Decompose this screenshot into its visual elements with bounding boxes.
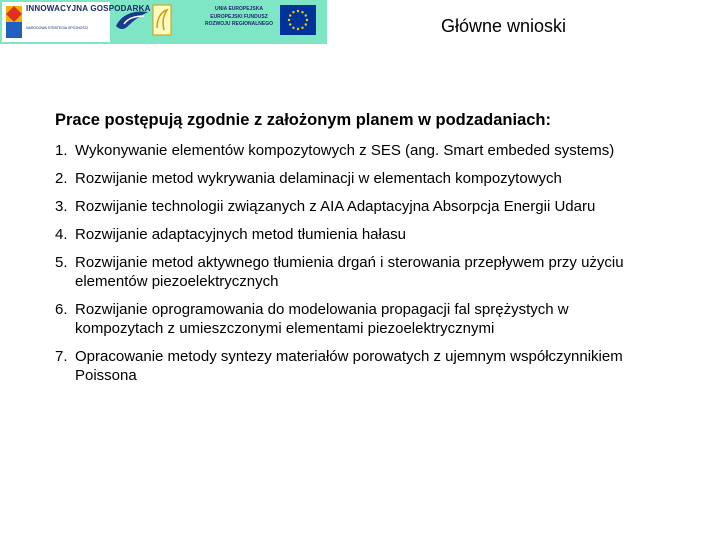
item-number: 4. xyxy=(55,226,68,243)
list-item xyxy=(55,225,655,244)
item-number: 6. xyxy=(55,301,68,318)
eu-flag-icon xyxy=(280,5,316,35)
eu-star-icon xyxy=(292,11,294,13)
item-number: 3. xyxy=(55,198,68,215)
task-list xyxy=(55,141,655,385)
item-text: Opracowanie metody syntezy materiałów porowatych z ujemnym współczynnikiem Poissona xyxy=(75,348,623,384)
eu-star-icon xyxy=(288,19,290,21)
item-number: 7. xyxy=(55,348,68,365)
item-number: 5. xyxy=(55,254,68,271)
eu-star-icon xyxy=(306,19,308,21)
item-text: Rozwijanie technologii związanych z AIA Adaptacyjna Absorpcja Energii Udaru xyxy=(75,198,596,215)
item-text: Wykonywanie elementów kompozytowych z SES (ang. Smart embeded systems) xyxy=(75,142,615,159)
item-text: Rozwijanie adaptacyjnych metod tłumienia hałasu xyxy=(75,226,407,243)
eu-star-icon xyxy=(301,11,303,13)
slide-title: Główne wnioski xyxy=(441,16,567,36)
item-number: 2. xyxy=(55,170,68,187)
logo-banner xyxy=(0,0,327,44)
item-number: 1. xyxy=(55,142,68,159)
eu-fund-text: UNIA EUROPEJSKA EUROPEJSKI FUNDUSZ ROZWOJU REGIONALNEGO xyxy=(204,6,274,27)
list-item xyxy=(55,197,655,216)
bird-logo-icon xyxy=(114,4,150,38)
list-item xyxy=(55,347,655,385)
eu-star-icon xyxy=(301,27,303,29)
eu-star-icon xyxy=(305,23,307,25)
list-item xyxy=(55,141,655,160)
eu-star-icon xyxy=(289,14,291,16)
emblem-icon xyxy=(152,4,172,36)
eu-star-icon xyxy=(297,10,299,12)
list-item xyxy=(55,300,655,338)
item-text: Rozwijanie metod wykrywania delaminacji w elementach kompozytowych xyxy=(75,170,562,187)
list-item xyxy=(55,169,655,188)
eu-star-icon xyxy=(305,14,307,16)
item-text: Rozwijanie metod aktywnego tłumienia drgań i sterowania przepływem przy użyciu elementów piezoelektrycznych xyxy=(75,254,624,290)
logo-subtitle: NARODOWA STRATEGIA SPÓJNOŚCI xyxy=(26,26,89,30)
item-text: Rozwijanie oprogramowania do modelowania propagacji fal sprężystych w kompozytach z umieszczonymi elementami piezoelektrycznymi xyxy=(75,301,569,337)
eu-star-icon xyxy=(289,23,291,25)
eu-star-icon xyxy=(297,28,299,30)
eu-star-icon xyxy=(292,27,294,29)
logo-title: INNOWACYJNA GOSPODARKA xyxy=(26,4,151,13)
list-item xyxy=(55,253,655,291)
section-heading: Prace postępują zgodnie z założonym planem w podzadaniach: xyxy=(55,111,551,129)
